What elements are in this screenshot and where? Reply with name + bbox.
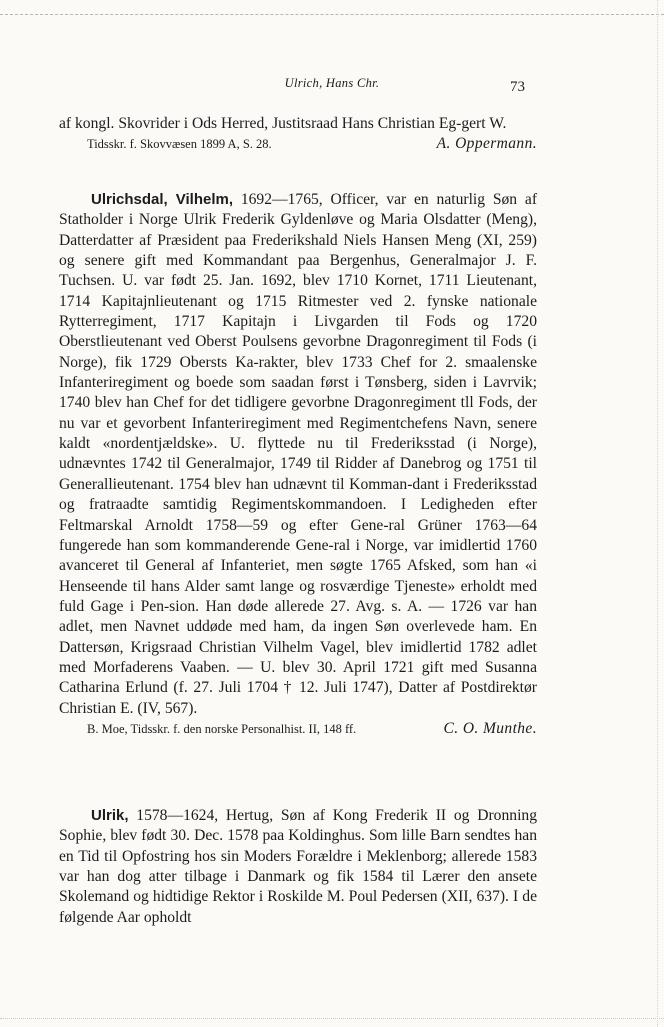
entry-ulrichsdal-author: C. O. Munthe. [443,719,537,737]
entry-ulrik [59,806,537,928]
entry-ulrik-body: 1578—1624, Hertug, Søn af Kong Frederik II og Dronning Sophie, blev født 30. Dec. 1578 paa Koldinghus. Som lille Barn sendtes han en Tid til Opfostring hos sin Moders Forældre i Meklenborg; allerede 1583 var han dog atter tilbage i Danmark og fik 1584 til Lærer den ansete Skolemand og hidtidige Rektor i Roskilde M. Poul Pedersen (XII, 637). I de følgende Aar opholdt [59,807,537,926]
entry-ulrichsdal-body: 1692—1765, Officer, var en naturlig Søn af Statholder i Norge Ulrik Frederik Gyldenløve og Maria Olsdatter (Meng), Datterdatter af Præsident paa Frederikshald Niels Hansen Meng (XI, 259) og senere gift med Kommandant paa Bergenhus, Generalmajor J. F. Tuchsen. U. var født 25. Jan. 1692, blev 1710 Kornet, 1711 Lieutenant, 1714 Kapitajnlieutenant og 1715 Ritmester ved 2. fynske nationale Rytterregiment, 1717 Kapitajn i Livgarden til Fods og 1720 Oberstlieutenant ved Oberst Poulsens gevorbne Dragonregiment til Fods (i Norge), fik 1729 Obersts Ka-rakter, blev 1733 Chef for 2. smaalenske Infanteriregiment og boede som saadan først i Tønsberg, siden i Lavrvik; 1740 blev han Chef for det tidligere gevorbne Dragonregiment tll Fods, der nu var et gevorbent Infanteriregiment med Regimentchefens Navn, senere kaldt «nordentjældske». U. flyttede nu til Frederiksstad (i Norge), udnævntes 1742 til Generalmajor, 1749 til Ridder af Danebrog og 1751 til Generallieutenant. 1754 blev han udnævnt til Komman-dant i Frederiksstad og fratraadte samtidig Regimentskommandoen. I Ledigheden efter Feltmarskal Arnoldt 1758—59 og efter Gene-ral Grüner 1763—64 fungerede han som kommanderende Gene-ral i Norge, var imidlertid 1760 avanceret til General af Infanteriet, men søgte 1765 Afsked, som han «i Henseende til hans Alder samt lange og rosværdige Tjeneste» erholdt med fuld Gage i Pen-sion. Han døde allerede 27. Avg. s. A. — 1726 var han adlet, men Navnet uddøde med ham, da ingen Søn overlevede ham. En Dattersøn, Krigsraad Christian Vilhelm Vagel, blev imidlertid 1782 adlet med Morfaderens Vaaben. — U. blev 30. April 1721 gift med Susanna Catharina Erlund (f. 27. Juli 1704 † 12. Juli 1747), Datter af Postdirektør Christian E. (IV, 567). [59,191,538,717]
running-title: Ulrich, Hans Chr. [284,76,380,90]
entry-previous-source-line [59,134,537,154]
entry-ulrik-name: Ulrik, [91,807,129,824]
entry-previous [59,114,537,155]
entry-previous-text: af kongl. Skovrider i Ods Herred, Justitsraad Hans Christian Eg-gert W. [59,115,507,132]
entry-ulrichsdal-paragraph [59,190,537,719]
entry-previous-source: Tidsskr. f. Skovvæsen 1899 A, S. 28. [87,137,272,152]
entry-previous-author: A. Oppermann. [436,135,537,153]
entry-ulrichsdal [59,190,537,739]
scan-bottom-edge [0,1018,664,1019]
page-number: 73 [510,79,525,95]
entry-ulrik-paragraph [59,806,537,928]
entry-ulrichsdal-name: Ulrichsdal, Vilhelm, [91,191,234,208]
entry-ulrichsdal-source: B. Moe, Tidsskr. f. den norske Personalhist. II, 148 ff. [87,721,357,736]
entry-ulrichsdal-source-line [59,719,537,739]
